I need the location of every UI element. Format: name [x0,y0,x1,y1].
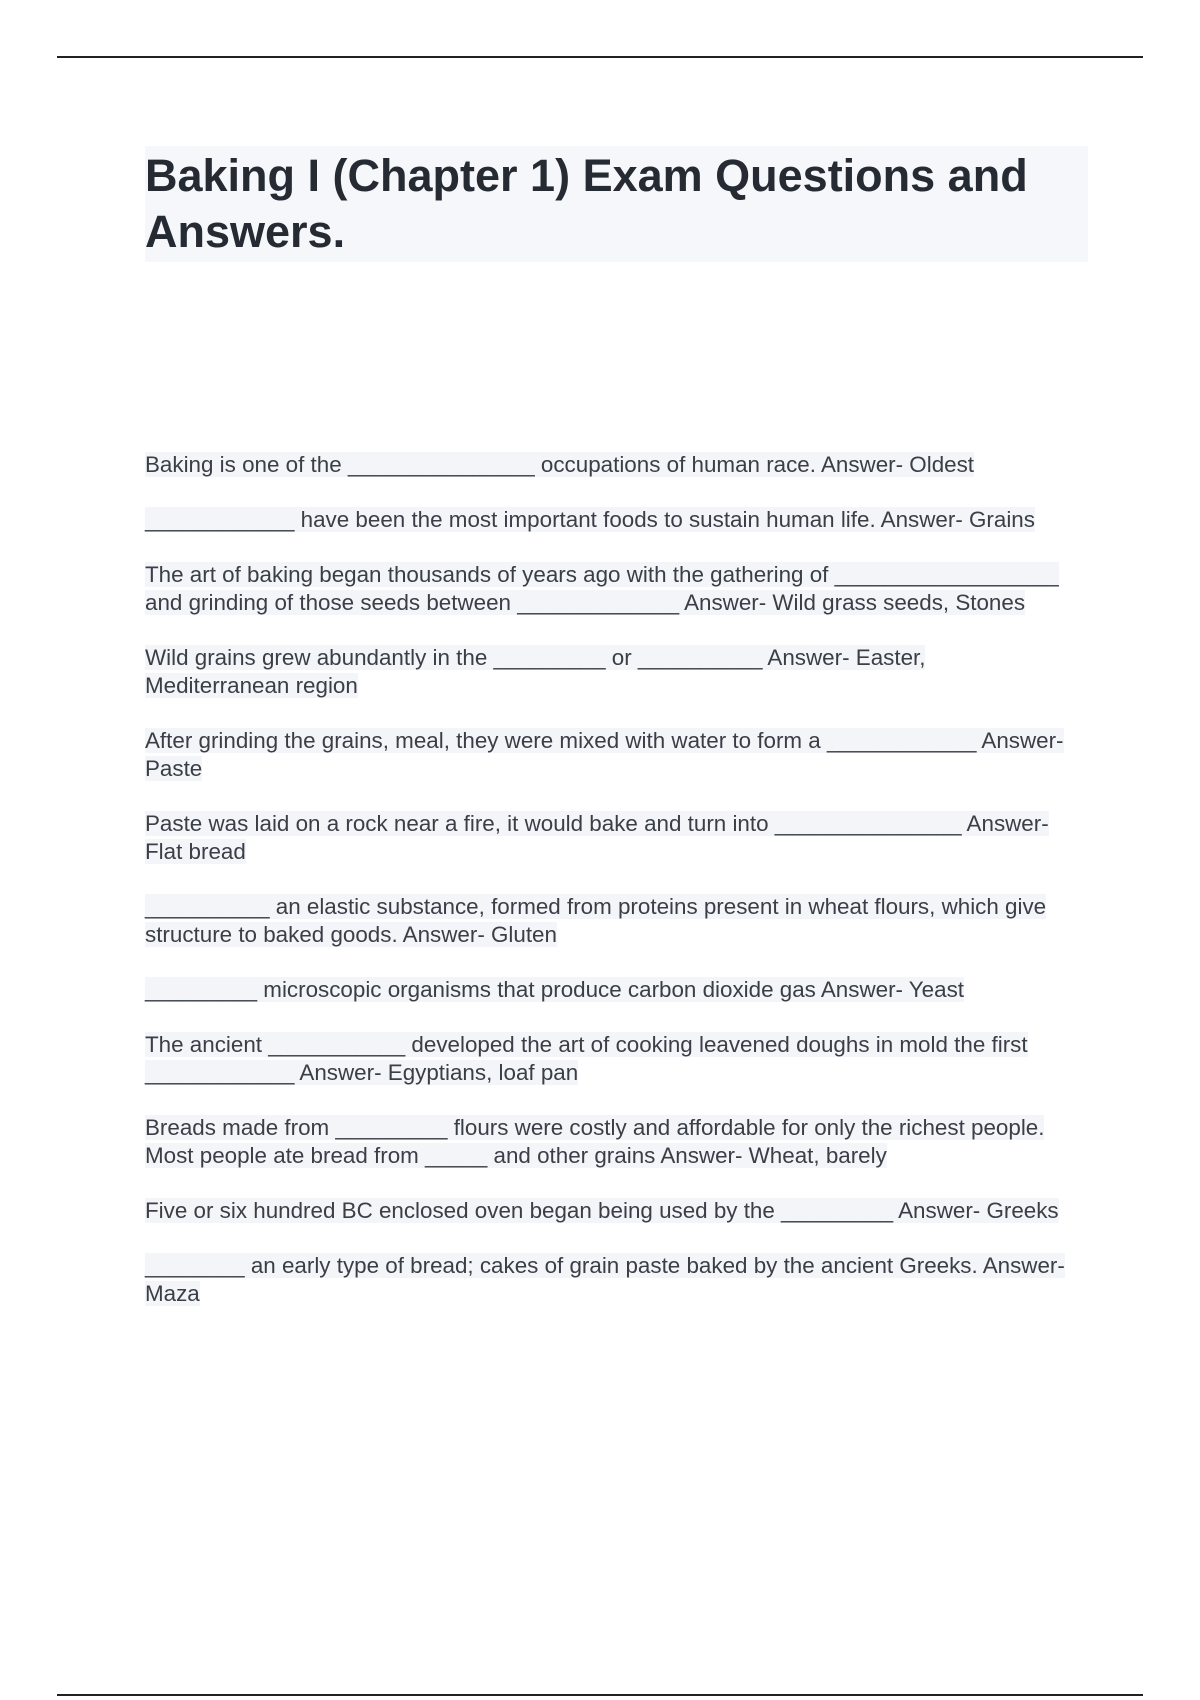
qa-text: After grinding the grains, meal, they were mixed with water to form a ____________ Answer- Paste [145,728,1064,781]
top-rule [57,56,1143,58]
qa-text: __________ an elastic substance, formed from proteins present in wheat flours, which give structure to baked goods. Answer- Gluten [145,894,1047,947]
qa-item [145,1031,1075,1087]
qa-item [145,1114,1075,1170]
qa-item [145,976,1075,1004]
qa-item [145,810,1075,866]
qa-text: ____________ have been the most important foods to sustain human life. Answer- Grains [145,507,1035,532]
qa-item [145,644,1075,700]
qa-text: Breads made from _________ flours were costly and affordable for only the richest people. Most people ate bread from _____ and other grains Answer- Wheat, barely [145,1115,1045,1168]
qa-text: Baking is one of the _______________ occupations of human race. Answer- Oldest [145,452,975,477]
title-block [145,146,1088,262]
qa-list [145,451,1075,1335]
bottom-rule [57,1694,1143,1696]
qa-item [145,561,1075,617]
qa-item [145,727,1075,783]
qa-text: Wild grains grew abundantly in the _________ or __________ Answer- Easter, Mediterranean region [145,645,926,698]
qa-item [145,893,1075,949]
qa-item [145,506,1075,534]
qa-text: Paste was laid on a rock near a fire, it would bake and turn into _______________ Answer- Flat bread [145,811,1049,864]
qa-text: _________ microscopic organisms that produce carbon dioxide gas Answer- Yeast [145,977,964,1002]
document-title: Baking I (Chapter 1) Exam Questions and Answers. [145,150,1028,257]
qa-text: Five or six hundred BC enclosed oven began being used by the _________ Answer- Greeks [145,1198,1059,1223]
qa-item [145,1252,1075,1308]
qa-item [145,1197,1075,1225]
qa-item [145,451,1075,479]
qa-text: The ancient ___________ developed the art of cooking leavened doughs in mold the first ____________ Answer- Egyptians, loaf pan [145,1032,1028,1085]
qa-text: ________ an early type of bread; cakes of grain paste baked by the ancient Greeks. Answer- Maza [145,1253,1065,1306]
qa-text: The art of baking began thousands of years ago with the gathering of __________________ and grinding of those seeds between _____________ Answer- Wild grass seeds, Stones [145,562,1059,615]
